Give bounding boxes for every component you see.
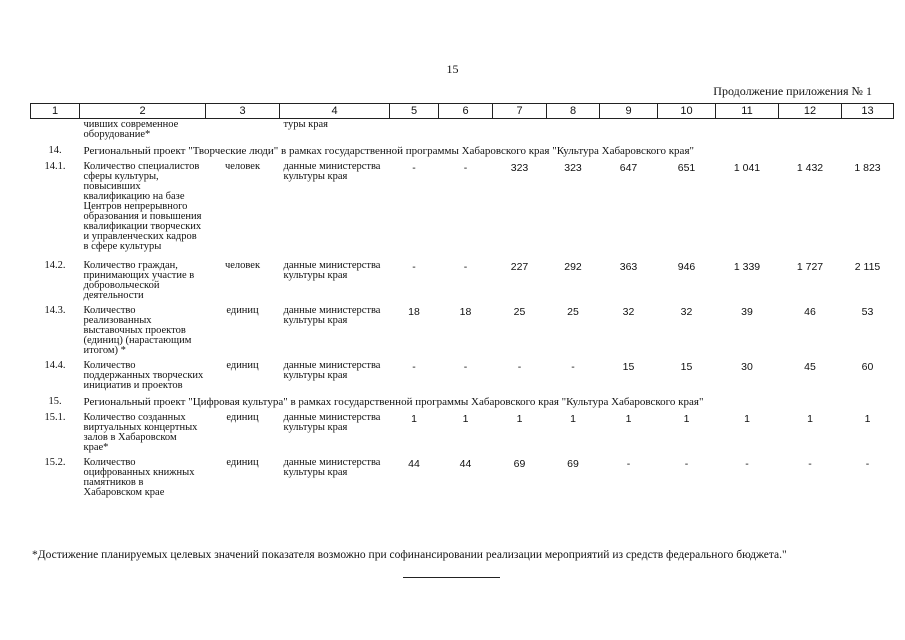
value-cell: 18 [408,306,420,318]
value-cell: 651 [677,162,696,174]
value-cell: 1 [864,413,871,425]
value-cell: 1 [570,413,576,425]
row-number: 15.1. [44,412,66,423]
value-cell: 39 [741,306,753,318]
header-cell: 5 [390,104,439,119]
source: данные министерства культуры края [283,412,381,433]
value-cell: - [463,361,468,373]
value-cell: 1 [411,413,417,425]
value-cell: 32 [622,306,635,318]
footer-rule [403,577,500,578]
indicator-name: Количество поддержанных творческих инициатив и проектов [83,360,204,391]
header-cell: 2 [80,104,206,119]
value-cell: 1 727 [796,261,824,273]
value-cell: - [626,458,631,470]
value-cell: 1 [807,413,813,425]
carry-source: туры края [283,119,328,130]
value-cell: 1 [744,413,750,425]
page-number: 15 [446,62,459,76]
table-row [31,305,894,356]
value-cell: - [412,361,416,373]
value-cell: 647 [619,162,638,174]
value-cell: 1 [625,413,632,425]
indicator-name: Количество специалистов сферы культуры, повысивших квалификацию на базе Центров непрерывного образования и повышения квалификации творческих и управленческих кадров в сфере культуры [83,161,202,252]
unit: единиц [226,360,259,371]
value-cell: - [412,261,416,273]
value-cell: 1 823 [854,162,881,174]
row-number: 15.2. [44,457,66,468]
value-cell: 18 [459,306,472,318]
table-row [31,412,894,453]
value-cell: - [571,361,575,373]
value-cell: 15 [622,361,635,373]
header-cell: 3 [206,104,280,119]
value-cell: 44 [459,458,472,470]
source: данные министерства культуры края [283,260,381,281]
section-title: Региональный проект "Творческие люди" в рамках государственной программы Хабаровского края "Культура Хабаровского края" [83,144,694,157]
carry-row [31,119,894,141]
value-cell: 53 [861,306,874,318]
source: данные министерства культуры края [283,305,381,326]
value-cell: - [808,458,812,470]
value-cell: 32 [680,306,693,318]
header-cell: 4 [280,104,390,119]
value-cell: - [865,458,870,470]
source: данные министерства культуры края [283,161,381,182]
value-cell: 1 339 [733,261,761,273]
value-cell: 1 [462,413,469,425]
table-row [31,161,894,252]
value-cell: 44 [408,458,420,470]
value-cell: 15 [680,361,693,373]
value-cell: 323 [564,162,582,174]
value-cell: - [745,458,749,470]
unit: единиц [226,457,259,468]
section-row [31,140,894,161]
value-cell: - [517,361,522,373]
row-number: 14.1. [44,161,66,172]
value-cell: - [412,162,416,174]
value-cell: - [684,458,689,470]
table-row [31,260,894,301]
section-number: 14. [48,145,62,156]
value-cell: 1 [516,413,523,425]
value-cell: 227 [510,261,529,273]
header-cell: 12 [779,104,842,119]
value-cell: 1 [683,413,690,425]
header-cell: 6 [439,104,493,119]
value-cell: 323 [510,162,529,174]
section-number: 15. [48,396,62,407]
value-cell: 69 [567,458,579,470]
table-row [31,457,894,498]
header-cell: 7 [493,104,547,119]
footnote: *Достижение планируемых целевых значений показателя возможно при софинансировании реализации мероприятий из средств федерального бюджета." [32,549,787,561]
header-cell: 10 [658,104,716,119]
source: данные министерства культуры края [283,457,381,478]
header-cell: 1 [31,104,80,119]
row-number: 14.4. [44,360,66,371]
indicator-name: Количество оцифрованных книжных памятников в Хабаровском крае [83,457,195,498]
value-cell: - [463,162,468,174]
value-cell: 1 432 [796,162,824,174]
continuation-label: Продолжение приложения № 1 [713,84,872,98]
indicator-name: Количество реализованных выставочных проектов (единиц) (нарастающим итогом) * [83,305,192,356]
indicators-table [30,103,894,498]
unit: единиц [226,412,259,423]
value-cell: 1 041 [733,162,761,174]
section-row [31,391,894,412]
value-cell: 292 [564,261,582,273]
header-cell: 13 [842,104,894,119]
value-cell: 2 115 [854,261,881,273]
header-cell: 11 [716,104,779,119]
value-cell: 46 [804,306,816,318]
header-cell: 9 [600,104,658,119]
value-cell: 363 [619,261,638,273]
value-cell: - [463,261,468,273]
header-row [31,104,894,119]
section-title: Региональный проект "Цифровая культура" в рамках государственной программы Хабаровского края "Культура Хабаровского края" [83,395,704,408]
header-cell: 8 [547,104,600,119]
carry-name: чивших современное оборудование* [83,119,179,140]
value-cell: 69 [513,458,526,470]
unit: человек [224,161,261,172]
source: данные министерства культуры края [283,360,381,381]
value-cell: 45 [804,361,816,373]
indicator-name: Количество граждан, принимающих участие в добровольческой деятельности [83,260,195,301]
row-number: 14.2. [44,260,66,271]
indicator-name: Количество созданных виртуальных концертных залов в Хабаровском крае* [83,412,198,453]
unit: единиц [226,305,259,316]
value-cell: 30 [741,361,753,373]
value-cell: 946 [677,261,696,273]
value-cell: 60 [861,361,874,373]
row-number: 14.3. [44,305,66,316]
value-cell: 25 [567,306,579,318]
value-cell: 25 [513,306,526,318]
table-row [31,360,894,391]
unit: человек [224,260,261,271]
